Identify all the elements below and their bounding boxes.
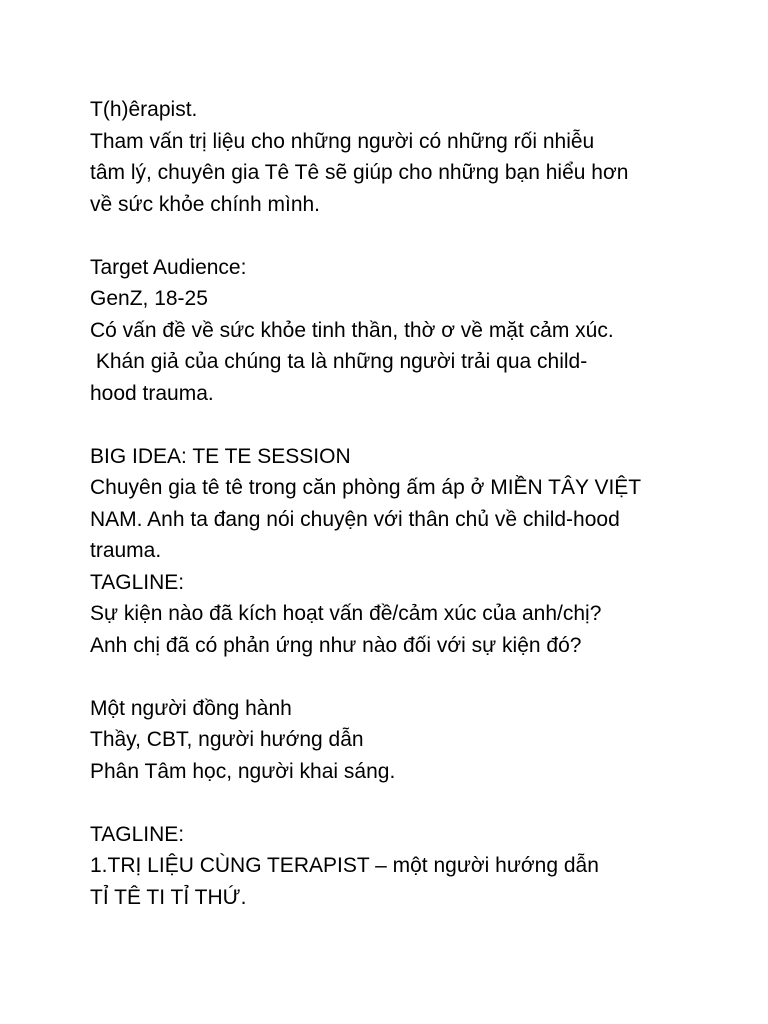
blank-line bbox=[90, 787, 690, 819]
document-title: T(h)êrapist. bbox=[90, 98, 198, 121]
text-line: 1.TRỊ LIỆU CÙNG TERAPIST – một người hướng dẫn bbox=[90, 854, 599, 877]
text-line: Tham vấn trị liệu cho những người có những rối nhiễu bbox=[90, 129, 595, 153]
text-line: Một người đồng hành bbox=[90, 696, 292, 720]
blank-line bbox=[90, 409, 690, 441]
text-line: Sự kiện nào đã kích hoạt vấn đề/cảm xúc của anh/chị? bbox=[90, 602, 602, 625]
text-line: Có vấn đề về sức khỏe tinh thần, thờ ơ về mặt cảm xúc. bbox=[90, 318, 614, 342]
section-heading: TAGLINE: bbox=[90, 570, 185, 594]
text-line: về sức khỏe chính mình. bbox=[90, 192, 321, 216]
text-line: GenZ, 18-25 bbox=[90, 287, 208, 310]
text-line: NAM. Anh ta đang nói chuyện với thân chủ về child-hood bbox=[90, 507, 620, 531]
text-line: Phân Tâm học, người khai sáng. bbox=[90, 759, 396, 783]
text-line: Anh chị đã có phản ứng như nào đối với sự kiện đó? bbox=[90, 633, 582, 657]
blank-line bbox=[90, 220, 690, 252]
text-line: hood trauma. bbox=[90, 381, 214, 405]
text-line: trauma. bbox=[90, 539, 162, 562]
section-heading: Target Audience: bbox=[90, 255, 247, 279]
text-line: Chuyên gia tê tê trong căn phòng ấm áp ở MIỀN TÂY VIỆT bbox=[90, 476, 642, 499]
document-body bbox=[90, 94, 690, 913]
section-heading: TAGLINE: bbox=[90, 822, 185, 846]
text-line: Thầy, CBT, người hướng dẫn bbox=[90, 728, 364, 751]
text-line: TỈ TÊ TI TỈ THỨ. bbox=[90, 885, 247, 909]
text-line: tâm lý, chuyên gia Tê Tê sẽ giúp cho những bạn hiểu hơn bbox=[90, 161, 629, 184]
section-heading: BIG IDEA: TE TE SESSION bbox=[90, 444, 351, 468]
text-line: Khán giả của chúng ta là những người trải qua child- bbox=[90, 350, 588, 373]
blank-line bbox=[90, 661, 690, 693]
